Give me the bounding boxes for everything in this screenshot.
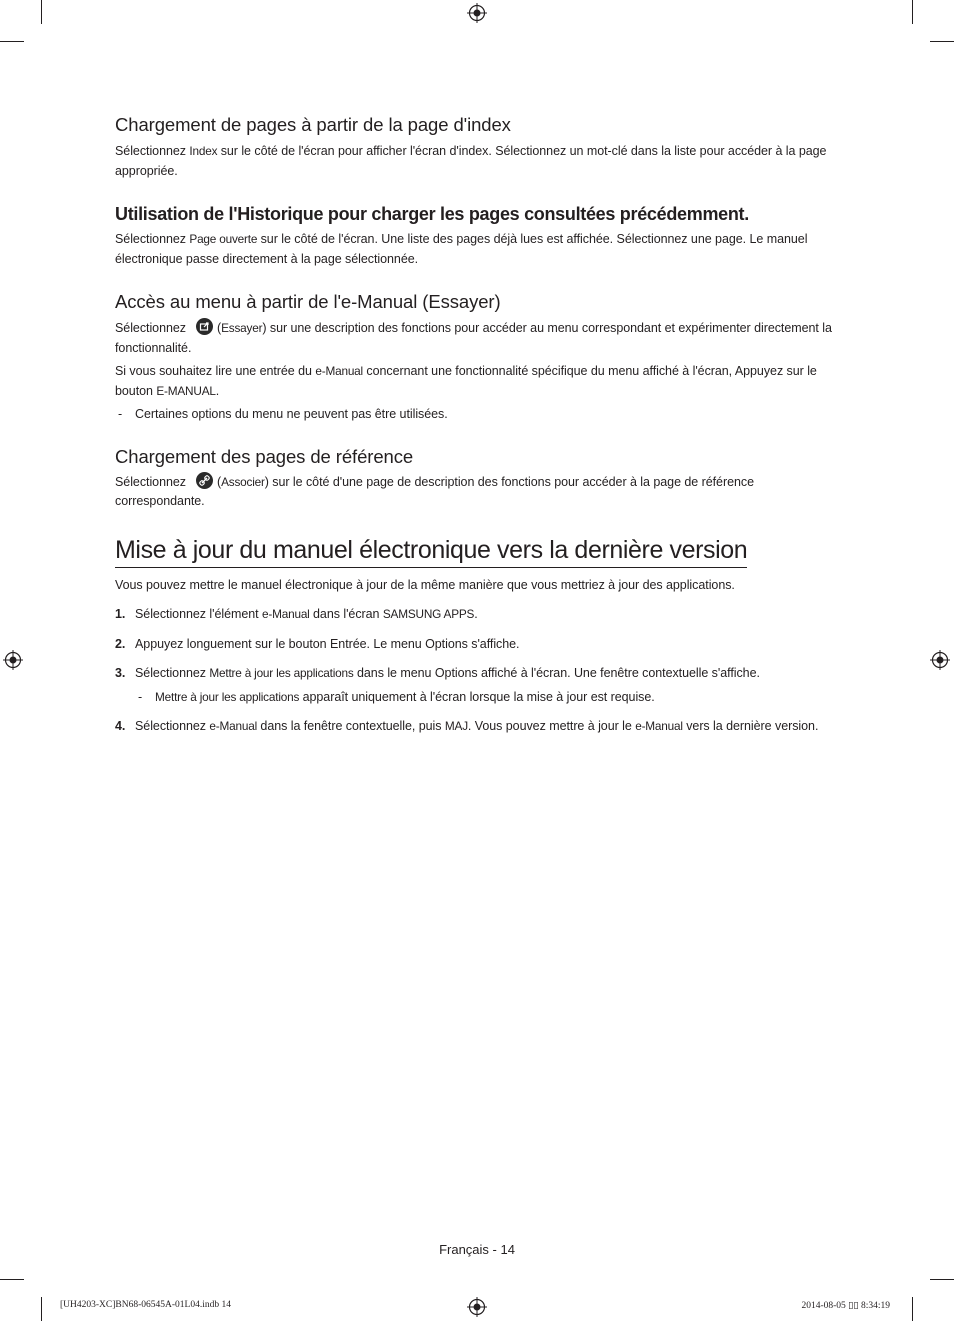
ui-term: Page ouverte [189,232,258,246]
ui-term: Associer [221,474,265,489]
registration-mark-icon [467,3,487,23]
step-item: 1. Sélectionnez l'élément e-Manual dans l'écran SAMSUNG APPS. [115,607,478,621]
section-heading: Chargement de pages à partir de la page d'index [115,114,511,135]
main-section-title: Mise à jour du manuel électronique vers la dernière version [115,534,747,568]
ui-term: e-Manual [635,719,683,733]
ui-term: Index [189,144,218,158]
main-section-title-wrap [115,534,839,568]
section-paragraph: Si vous souhaitez lire une entrée du e-Manual concernant une fonctionnalité spécifique du menu affiché à l'écran, Appuyez sur le bouton E-MANUAL. [115,364,817,398]
ui-term: SAMSUNG APPS [382,607,475,621]
registration-mark-icon [3,650,23,670]
crop-mark [0,41,24,42]
crop-mark [41,0,42,24]
main-section-intro: Vous pouvez mettre le manuel électronique à jour de la même manière que vous mettriez à jour des applications. [115,577,735,592]
print-slug-file: [UH4203-XC]BN68-06545A-01L04.indb 14 [60,1300,231,1310]
ui-term: e-Manual [209,719,257,733]
section-paragraph: Sélectionnez Page ouverte sur le côté de l'écran. Une liste des pages déjà lues est affichée. Sélectionnez une page. Le manuel électronique passe directement à la page sélectionnée. [115,232,808,266]
registration-mark-icon [467,1297,487,1317]
section-paragraph: Sélectionnez Index sur le côté de l'écran pour afficher l'écran d'index. Sélectionnez un mot-clé dans la liste pour accéder à la page appropriée. [115,144,827,178]
page-number: Français - 14 [439,1242,515,1257]
crop-mark [41,1297,42,1321]
section-heading: Chargement des pages de référence [115,445,414,467]
try-now-icon [196,318,213,335]
ui-term: Essayer [221,321,263,335]
ui-term: Mettre à jour les applications [155,689,300,704]
ui-term: e-Manual [315,364,363,378]
ui-term: E-MANUAL [156,383,216,398]
page-content [115,112,839,737]
section-heading: Accès au menu à partir de l'e-Manual (Essayer) [115,291,501,312]
ui-term: MAJ [444,719,468,733]
step-note: - Mettre à jour les applications apparaît uniquement à l'écran lorsque la mise à jour est requise. [138,689,655,704]
crop-mark [912,0,913,24]
crop-mark [912,1297,913,1321]
step-item: 3. Sélectionnez Mettre à jour les applications dans le menu Options affiché à l'écran. Une fenêtre contextuelle s'affiche. [115,666,760,680]
crop-mark [930,41,954,42]
note-item: - Certaines options du menu ne peuvent pas être utilisées. [118,407,448,421]
section-paragraph: Sélectionnez (Associer) sur le côté d'une page de description des fonctions pour accéder à la page de référence correspondante. [115,472,839,512]
print-slug-date: 2014-08-05 ▯▯ 8:34:19 [801,1301,890,1311]
crop-mark [0,1279,24,1280]
step-item: 4. Sélectionnez e-Manual dans la fenêtre contextuelle, puis MAJ. Vous pouvez mettre à jour le e-Manual vers la dernière version. [115,719,819,733]
step-item: 2. Appuyez longuement sur le bouton Entrée. Le menu Options s'affiche. [115,636,520,651]
crop-mark [930,1279,954,1280]
section-paragraph: Sélectionnez (Essayer) sur une description des fonctions pour accéder au menu correspondant et expérimenter directement la fonctionnalité. [115,318,839,358]
link-icon [196,472,213,489]
section-heading: Utilisation de l'Historique pour charger les pages consultées précédemment. [115,204,749,224]
ui-term: e-Manual [262,607,310,621]
registration-mark-icon [930,650,950,670]
ui-term: Mettre à jour les applications [209,666,354,680]
